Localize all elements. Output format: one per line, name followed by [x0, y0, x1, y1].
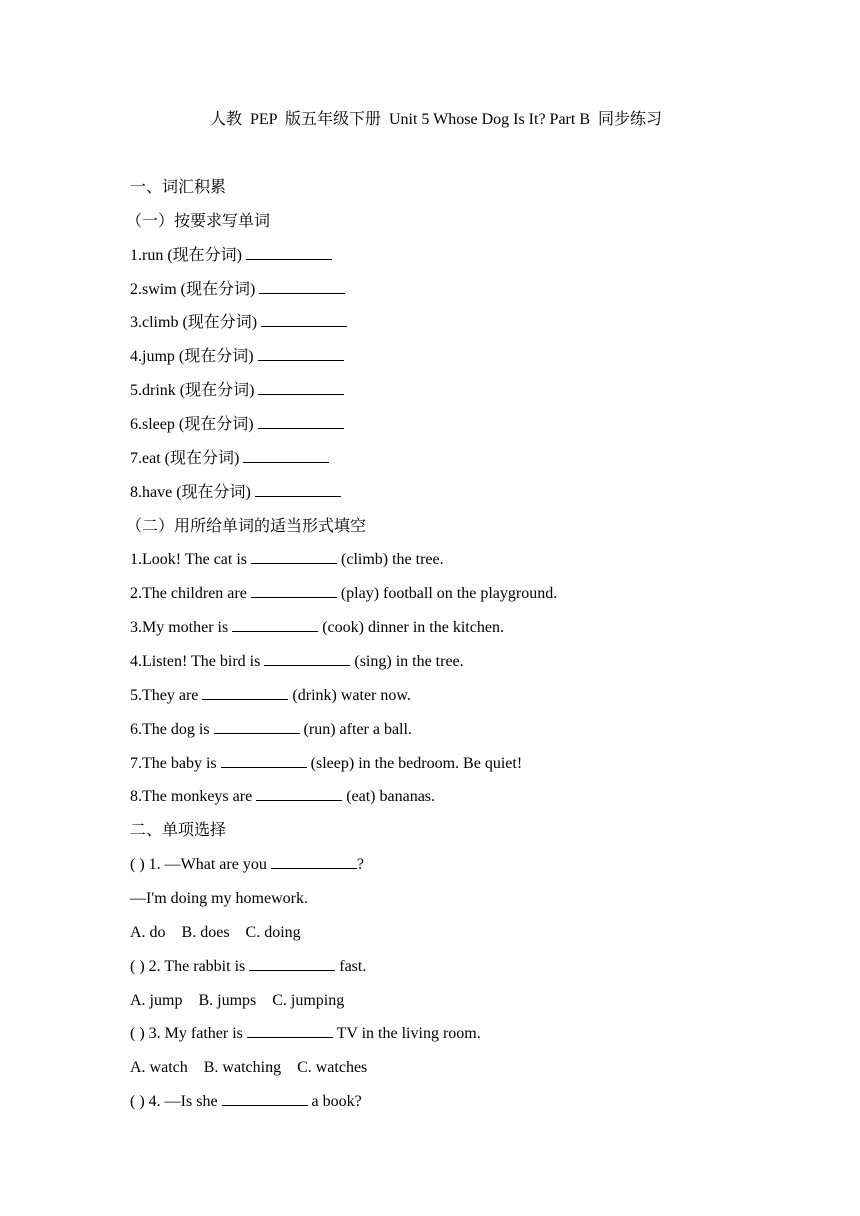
subsection-heading-write-words: （一）按要求写单词 — [126, 212, 271, 230]
answer-blank[interactable] — [232, 617, 318, 632]
fill-sentence: 8.The monkeys are (eat) bananas. — [130, 788, 436, 806]
word-item: 3.climb (现在分词) — [130, 311, 830, 345]
answer-blank[interactable] — [259, 279, 345, 294]
word-item: 7.eat (现在分词) — [130, 447, 830, 481]
section-heading-vocabulary: 一、词汇积累 — [130, 179, 227, 196]
answer-blank[interactable] — [251, 583, 337, 598]
choice-question-3: ( ) 3. My father is TV in the living room. — [130, 1025, 481, 1043]
answer-blank[interactable] — [258, 346, 344, 361]
answer-blank[interactable] — [251, 549, 337, 564]
choice-question-1-options: A. do B. does C. doing — [130, 923, 301, 941]
answer-blank[interactable] — [221, 753, 307, 768]
choice-question-4: ( ) 4. —Is she a book? — [130, 1093, 362, 1111]
section-heading-multiple-choice: 二、单项选择 — [130, 822, 227, 840]
fill-sentence: 7.The baby is (sleep) in the bedroom. Be quiet! — [130, 754, 523, 772]
answer-blank[interactable] — [255, 482, 341, 497]
answer-blank[interactable] — [249, 956, 335, 971]
answer-blank[interactable] — [222, 1091, 308, 1106]
word-item: 1.run (现在分词) — [130, 244, 830, 278]
answer-blank[interactable] — [261, 312, 347, 327]
fill-sentence: 6.The dog is (run) after a ball. — [130, 720, 412, 738]
choice-question-2-options: A. jump B. jumps C. jumping — [130, 991, 345, 1009]
fill-sentence: 5.They are (drink) water now. — [130, 686, 411, 704]
choice-question-1-response: —I'm doing my homework. — [130, 890, 308, 908]
word-item: 2.swim (现在分词) — [130, 278, 830, 312]
document-content — [126, 176, 830, 1124]
word-item: 5.drink (现在分词) — [130, 379, 830, 413]
fill-sentence: 3.My mother is (cook) dinner in the kitchen. — [130, 619, 504, 637]
answer-blank[interactable] — [247, 1023, 333, 1038]
fill-sentence: 4.Listen! The bird is (sing) in the tree. — [130, 653, 464, 671]
word-item: 6.sleep (现在分词) — [130, 413, 830, 447]
answer-blank[interactable] — [243, 448, 329, 463]
answer-blank[interactable] — [246, 245, 332, 260]
answer-blank[interactable] — [202, 685, 288, 700]
word-item: 8.have (现在分词) — [130, 481, 830, 515]
choice-question-1: ( ) 1. —What are you ? — [130, 856, 364, 874]
fill-sentence: 1.Look! The cat is (climb) the tree. — [130, 551, 444, 569]
document-title: 人教 PEP 版五年级下册 Unit 5 Whose Dog Is It? Part B 同步练习 — [210, 111, 662, 128]
answer-blank[interactable] — [271, 854, 357, 869]
word-item: 4.jump (现在分词) — [130, 345, 830, 379]
choice-question-2: ( ) 2. The rabbit is fast. — [130, 957, 367, 975]
answer-blank[interactable] — [214, 719, 300, 734]
answer-blank[interactable] — [256, 786, 342, 801]
subsection-heading-fill-blanks: （二）用所给单词的适当形式填空 — [126, 517, 367, 535]
answer-blank[interactable] — [258, 414, 344, 429]
answer-blank[interactable] — [258, 380, 344, 395]
answer-blank[interactable] — [264, 651, 350, 666]
fill-sentence: 2.The children are (play) football on the playground. — [130, 585, 558, 603]
choice-question-3-options: A. watch B. watching C. watches — [130, 1059, 368, 1077]
